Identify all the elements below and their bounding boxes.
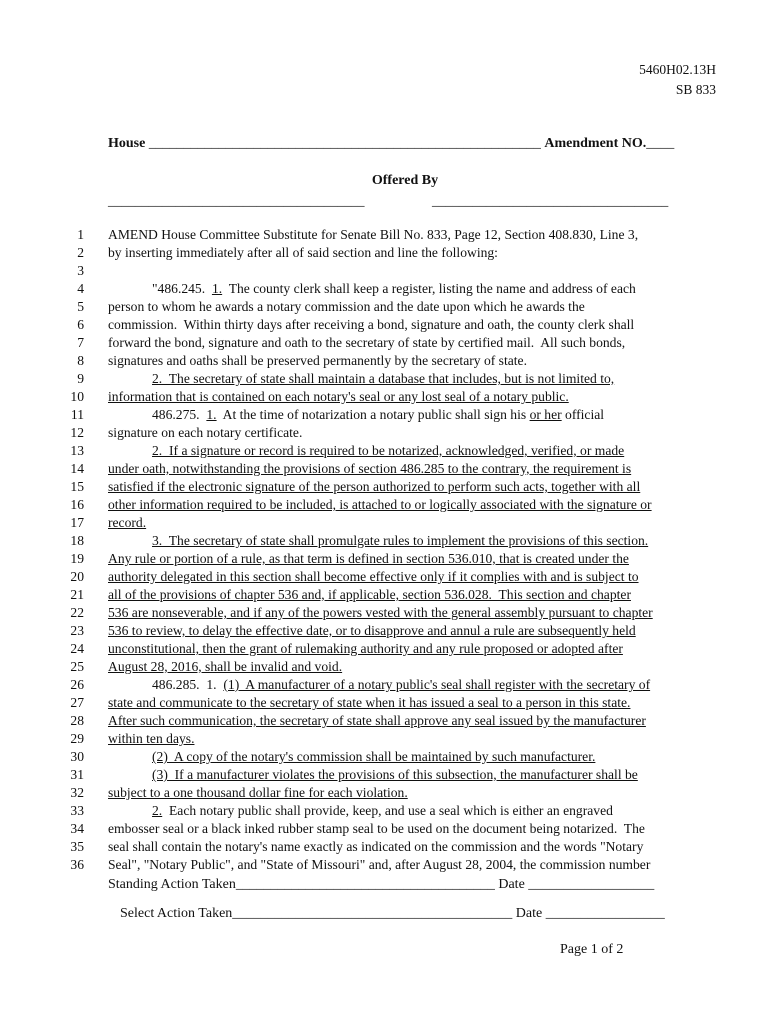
- underlined-text: (2) A copy of the notary's commission shall be maintained by such manufacturer.: [152, 749, 596, 764]
- line-text: [108, 316, 634, 334]
- underlined-text: within ten days.: [108, 731, 195, 746]
- select-action-label: Select Action Taken: [120, 906, 233, 921]
- text-line: [0, 730, 770, 748]
- underlined-text: under oath, notwithstanding the provisions of section 486.285 to the contrary, the requirement is: [108, 461, 632, 476]
- text-line: [0, 766, 770, 784]
- text-line: [0, 676, 770, 694]
- text-line: [0, 586, 770, 604]
- text-line: [0, 496, 770, 514]
- text-line: [0, 298, 770, 316]
- line-text: [108, 460, 631, 478]
- text-segment: by inserting immediately after all of said section and line the following:: [108, 245, 498, 260]
- line-text: [152, 802, 613, 820]
- standing-date-label: Date: [498, 877, 525, 892]
- underlined-text: 3. The secretary of state shall promulgate rules to implement the provisions of this section.: [152, 533, 649, 548]
- underlined-text: Any rule or portion of a rule, as that term is defined in section 536.010, that is created under the: [108, 551, 629, 566]
- line-text: [108, 244, 498, 262]
- line-number: 9: [77, 371, 84, 386]
- line-number: 26: [70, 677, 84, 692]
- line-number: 16: [70, 497, 84, 512]
- text-line: [0, 280, 770, 298]
- underlined-text: subject to a one thousand dollar fine for each violation.: [108, 785, 408, 800]
- amendment-label: Amendment NO.: [544, 136, 647, 151]
- line-text: [108, 478, 640, 496]
- line-text: [152, 676, 650, 694]
- standing-action-label: Standing Action Taken: [108, 877, 236, 892]
- line-number: 23: [70, 623, 84, 638]
- text-segment: Each notary public shall provide, keep, and use a seal which is either an engraved: [162, 803, 613, 818]
- text-segment: seal shall contain the notary's name exactly as indicated on the commission and the words "Notary: [108, 839, 644, 854]
- text-segment: signature on each notary certificate.: [108, 425, 303, 440]
- page-number: Page 1 of 2: [560, 942, 624, 957]
- text-segment: At the time of notarization a notary public shall sign his: [216, 407, 530, 422]
- line-number: 33: [70, 803, 84, 818]
- text-line: [0, 244, 770, 262]
- line-text: [152, 748, 595, 766]
- line-number: 18: [70, 533, 84, 548]
- underlined-text: 536 to review, to delay the effective date, or to disapprove and annul a rule are subsequently held: [108, 623, 636, 638]
- underlined-text: August 28, 2016, shall be invalid and void.: [108, 659, 343, 674]
- standing-action-blank: _____________________________________: [235, 877, 495, 892]
- text-line: [0, 622, 770, 640]
- text-line: [0, 568, 770, 586]
- text-line: [0, 424, 770, 442]
- text-line: [0, 352, 770, 370]
- underlined-text: 2. If a signature or record is required to be notarized, acknowledged, verified, or made: [152, 443, 625, 458]
- line-text: [108, 838, 643, 856]
- line-text: [108, 514, 146, 532]
- line-number: 6: [77, 317, 84, 332]
- text-line: [0, 784, 770, 802]
- line-text: [108, 226, 638, 244]
- line-text: [152, 370, 614, 388]
- line-number: 19: [70, 551, 84, 566]
- line-text: [108, 388, 569, 406]
- text-segment: 486.275.: [152, 407, 207, 422]
- text-segment: person to whom he awards a notary commission and the date upon which he awards the: [108, 299, 585, 314]
- text-segment: forward the bond, signature and oath to the secretary of state by certified mail. All such bonds,: [108, 335, 626, 350]
- underlined-text: 2.: [152, 803, 163, 818]
- text-line: [0, 712, 770, 730]
- line-number: 11: [70, 407, 84, 422]
- line-number: 3: [77, 263, 84, 278]
- underlined-text: all of the provisions of chapter 536 and, if applicable, section 536.028. This section and chapter: [108, 587, 631, 602]
- text-line: [0, 838, 770, 856]
- line-text: [108, 784, 408, 802]
- line-number: 13: [70, 443, 84, 458]
- text-segment: commission. Within thirty days after receiving a bond, signature and oath, the county clerk shall: [108, 317, 635, 332]
- text-line: [0, 820, 770, 838]
- line-text: [108, 334, 625, 352]
- line-number: 2: [77, 245, 84, 260]
- line-number: 14: [70, 461, 84, 476]
- text-segment: 486.285. 1.: [152, 677, 224, 692]
- line-text: [108, 712, 646, 730]
- line-text: [108, 568, 639, 586]
- line-number: 30: [70, 749, 84, 764]
- line-number: 35: [70, 839, 84, 854]
- text-line: [0, 514, 770, 532]
- text-line: [0, 604, 770, 622]
- standing-action-row: [108, 877, 654, 893]
- text-line: [0, 694, 770, 712]
- line-number: 28: [70, 713, 84, 728]
- text-line: [0, 226, 770, 244]
- line-number: 22: [70, 605, 84, 620]
- text-line: [0, 370, 770, 388]
- text-segment: official: [561, 407, 605, 422]
- text-line: [0, 802, 770, 820]
- text-segment: embosser seal or a black inked rubber stamp seal to be used on the document being notarized. The: [108, 821, 645, 836]
- underlined-text: 1.: [211, 281, 223, 296]
- line-text: [108, 604, 653, 622]
- select-date-label: Date: [515, 906, 543, 921]
- text-segment: signatures and oaths shall be preserved permanently by the secretary of state.: [108, 353, 527, 368]
- line-number: 5: [77, 299, 84, 314]
- underlined-text: other information required to be included, is attached to or logically associated with the signature or: [108, 497, 652, 512]
- amendment-blank: ____: [646, 136, 675, 151]
- underlined-text: satisfied if the electronic signature of the person authorized to perform such acts, together with all: [108, 479, 641, 494]
- line-text: [108, 856, 650, 874]
- line-number: 20: [70, 569, 84, 584]
- house-label: House: [108, 136, 146, 151]
- underlined-text: (1) A manufacturer of a notary public's seal shall register with the secretary of: [223, 677, 651, 692]
- line-text: [108, 424, 302, 442]
- line-number: 29: [70, 731, 84, 746]
- underlined-text: state and communicate to the secretary of state when it has issued a seal to a person in this state.: [108, 695, 631, 710]
- line-number: 24: [70, 641, 84, 656]
- line-text: [108, 550, 629, 568]
- line-text: [152, 280, 636, 298]
- line-number: 1: [77, 227, 84, 242]
- text-line: [0, 460, 770, 478]
- text-segment: The county clerk shall keep a register, listing the name and address of each: [222, 281, 636, 296]
- line-number: 17: [70, 515, 84, 530]
- document-code: 5460H02.13H: [639, 62, 716, 77]
- line-text: [108, 820, 645, 838]
- text-line: [0, 442, 770, 460]
- line-text: [108, 496, 652, 514]
- line-number: 4: [77, 281, 84, 296]
- text-line: [0, 406, 770, 424]
- line-text: [152, 442, 624, 460]
- text-line: [0, 334, 770, 352]
- bill-number: SB 833: [675, 82, 716, 97]
- line-number: 32: [70, 785, 84, 800]
- underlined-text: 536 are nonseverable, and if any of the powers vested with the general assembly pursuant to chapter: [108, 605, 653, 620]
- underlined-text: or her: [529, 407, 562, 422]
- offered-by-label: Offered By: [371, 173, 439, 188]
- line-text: [152, 766, 638, 784]
- underlined-text: unconstitutional, then the grant of rulemaking authority and any rule proposed or adopted after: [108, 641, 623, 656]
- underlined-text: record.: [108, 515, 147, 530]
- line-text: [108, 730, 194, 748]
- line-text: [152, 532, 648, 550]
- text-segment: Seal", "Notary Public", and "State of Missouri" and, after August 28, 2004, the commission number: [108, 857, 651, 872]
- text-line: [0, 478, 770, 496]
- line-text: [108, 658, 342, 676]
- text-line: [0, 388, 770, 406]
- line-number: 21: [70, 587, 84, 602]
- select-date-blank: _________________: [545, 906, 665, 921]
- underlined-text: (3) If a manufacturer violates the provisions of this subsection, the manufacturer shall be: [152, 767, 638, 782]
- line-number: 10: [70, 389, 84, 404]
- underlined-text: 2. The secretary of state shall maintain a database that includes, but is not limited to,: [152, 371, 615, 386]
- line-text: [108, 298, 585, 316]
- line-number: 25: [70, 659, 84, 674]
- text-line: [0, 532, 770, 550]
- line-text: [108, 352, 527, 370]
- underlined-text: 1.: [206, 407, 217, 422]
- text-line: [0, 658, 770, 676]
- select-action-row: [120, 906, 665, 922]
- line-text: [108, 640, 623, 658]
- text-line: [0, 640, 770, 658]
- text-line: [0, 856, 770, 874]
- house-blank: ________________________________________________________: [148, 136, 541, 151]
- house-amendment-row: [108, 136, 674, 152]
- underlined-text: After such communication, the secretary of state shall approve any seal issued by the manufacturer: [108, 713, 646, 728]
- line-number: 27: [70, 695, 84, 710]
- line-number: 36: [70, 857, 84, 872]
- line-text: [108, 622, 636, 640]
- line-number: 7: [77, 335, 84, 350]
- text-segment: "486.245.: [152, 281, 212, 296]
- text-line: [0, 550, 770, 568]
- line-text: [152, 406, 604, 424]
- select-action-blank: ________________________________________: [232, 906, 513, 921]
- line-number: 15: [70, 479, 84, 494]
- underlined-text: authority delegated in this section shall become effective only if it complies with and is subject to: [108, 569, 639, 584]
- underlined-text: information that is contained on each notary's seal or any lost seal of a notary public.: [108, 389, 569, 404]
- line-number: 8: [77, 353, 84, 368]
- line-number: 31: [70, 767, 84, 782]
- offered-by-right-line: ___________________________________: [432, 193, 669, 208]
- text-line: [0, 262, 770, 280]
- text-line: [0, 748, 770, 766]
- text-segment: AMEND House Committee Substitute for Senate Bill No. 833, Page 12, Section 408.830, Line 3,: [108, 227, 639, 242]
- line-text: [108, 586, 631, 604]
- standing-date-blank: __________________: [528, 877, 655, 892]
- text-line: [0, 316, 770, 334]
- line-number: 34: [70, 821, 84, 836]
- offered-by-left-line: ______________________________________: [108, 193, 365, 208]
- line-number: 12: [70, 425, 84, 440]
- line-text: [108, 694, 630, 712]
